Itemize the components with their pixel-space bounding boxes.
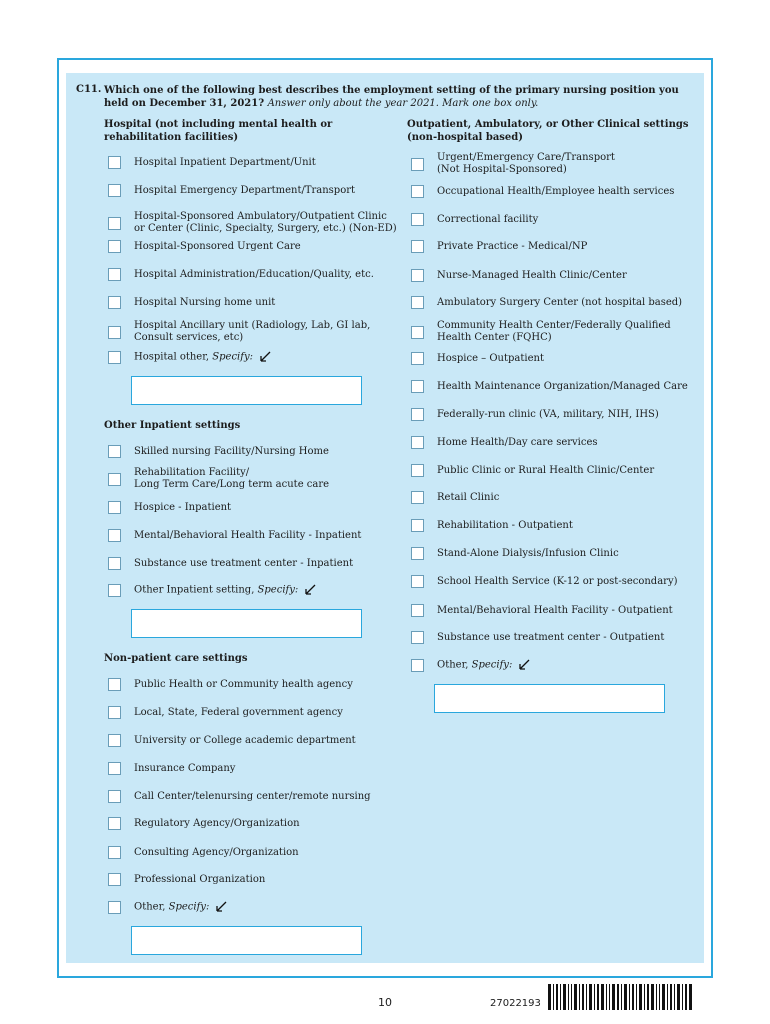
outpatient-option-label: Community Health Center/Federally Qualified Health Center (FQHC) xyxy=(437,320,671,343)
nonpatient-option-label: University or College academic department xyxy=(134,734,356,746)
checkbox[interactable] xyxy=(108,473,121,486)
hospital-option-label: Hospital-Sponsored Urgent Care xyxy=(134,240,301,252)
outpatient-option-label: Retail Clinic xyxy=(437,491,500,503)
nonpatient-option-label: Consulting Agency/Organization xyxy=(134,846,299,858)
checkbox[interactable] xyxy=(108,326,121,339)
checkbox[interactable] xyxy=(411,491,424,504)
outpatient-option-4[interactable] xyxy=(411,269,627,282)
outpatient-option-label: School Health Service (K-12 or post-secondary) xyxy=(437,575,678,587)
nonpatient-heading: Non-patient care settings xyxy=(104,653,248,664)
outpatient-option-8[interactable] xyxy=(411,380,688,393)
outpatient-option-label: Hospice – Outpatient xyxy=(437,352,544,364)
outpatient-option-label: Public Clinic or Rural Health Clinic/Center xyxy=(437,464,655,476)
pointer-arrow-icon xyxy=(518,659,530,671)
checkbox[interactable] xyxy=(108,240,121,253)
outpatient-option-other[interactable] xyxy=(411,659,530,672)
hospital-option-label: Hospital Nursing home unit xyxy=(134,296,276,308)
nonpatient-option-label: Local, State, Federal government agency xyxy=(134,706,343,718)
inpatient-option-1[interactable] xyxy=(108,467,329,491)
checkbox[interactable] xyxy=(108,156,121,169)
nonpatient-option-label: Call Center/telenursing center/remote nursing xyxy=(134,790,371,802)
nonpatient-option-label: Insurance Company xyxy=(134,762,236,774)
checkbox[interactable] xyxy=(411,158,424,171)
hospital-option-label: Hospital Inpatient Department/Unit xyxy=(134,156,316,168)
checkbox[interactable] xyxy=(411,604,424,617)
nonpatient-option-label: Professional Organization xyxy=(134,873,266,885)
outpatient-option-label: Ambulatory Surgery Center (not hospital based) xyxy=(437,296,683,308)
hospital-other-label: Hospital other, Specify: xyxy=(134,351,271,364)
hospital-other-specify-field[interactable] xyxy=(131,376,362,405)
checkbox[interactable] xyxy=(411,519,424,532)
checkbox[interactable] xyxy=(108,557,121,570)
outpatient-option-label: Private Practice - Medical/NP xyxy=(437,240,588,252)
checkbox[interactable] xyxy=(108,351,121,364)
hospital-option-5[interactable] xyxy=(108,296,275,309)
outpatient-option-label: Urgent/Emergency Care/Transport (Not Hospital-Sponsored) xyxy=(437,152,615,175)
checkbox[interactable] xyxy=(411,269,424,282)
checkbox[interactable] xyxy=(108,901,121,914)
checkbox[interactable] xyxy=(108,790,121,803)
inpatient-other-label: Other Inpatient setting, Specify: xyxy=(134,584,316,597)
page-number: 10 xyxy=(378,996,392,1009)
nonpatient-option-other[interactable] xyxy=(108,901,227,914)
checkbox[interactable] xyxy=(411,296,424,309)
hospital-option-label: Hospital Administration/Education/Quality, etc. xyxy=(134,268,374,280)
hospital-option-label: Hospital-Sponsored Ambulatory/Outpatient Clinic or Center (Clinic, Specialty, Surgery, etc.) (Non-ED) xyxy=(134,211,397,234)
checkbox[interactable] xyxy=(108,846,121,859)
pointer-arrow-icon xyxy=(304,584,316,596)
checkbox[interactable] xyxy=(108,706,121,719)
hospital-option-2[interactable] xyxy=(108,211,397,235)
nonpatient-option-label: Public Health or Community health agency xyxy=(134,678,353,690)
checkbox[interactable] xyxy=(108,296,121,309)
checkbox[interactable] xyxy=(411,631,424,644)
inpatient-option-2[interactable] xyxy=(108,501,231,514)
inpatient-option-label: Substance use treatment center - Inpatient xyxy=(134,557,354,569)
checkbox[interactable] xyxy=(108,529,121,542)
outpatient-option-12[interactable] xyxy=(411,491,499,504)
hospital-option-0[interactable] xyxy=(108,156,316,169)
pointer-arrow-icon xyxy=(259,351,271,363)
checkbox[interactable] xyxy=(108,734,121,747)
checkbox[interactable] xyxy=(411,185,424,198)
outpatient-option-10[interactable] xyxy=(411,436,598,449)
checkbox[interactable] xyxy=(108,268,121,281)
checkbox[interactable] xyxy=(411,408,424,421)
outpatient-option-label: Occupational Health/Employee health services xyxy=(437,185,675,197)
nonpatient-option-0[interactable] xyxy=(108,678,353,691)
question-instruction: Answer only about the year 2021. Mark one box only. xyxy=(267,98,539,109)
nonpatient-option-5[interactable] xyxy=(108,817,300,830)
checkbox[interactable] xyxy=(108,762,121,775)
checkbox[interactable] xyxy=(108,817,121,830)
checkbox[interactable] xyxy=(108,584,121,597)
checkbox[interactable] xyxy=(108,217,121,230)
outpatient-option-14[interactable] xyxy=(411,547,619,560)
inpatient-option-label: Mental/Behavioral Health Facility - Inpatient xyxy=(134,529,362,541)
barcode xyxy=(548,984,692,1010)
nonpatient-option-3[interactable] xyxy=(108,762,235,775)
outpatient-option-label: Rehabilitation - Outpatient xyxy=(437,519,573,531)
outpatient-heading: Outpatient, Ambulatory, or Other Clinical settings (non-hospital based) xyxy=(407,119,689,143)
outpatient-option-2[interactable] xyxy=(411,213,538,226)
checkbox[interactable] xyxy=(411,380,424,393)
hospital-heading: Hospital (not including mental health or rehabilitation facilities) xyxy=(104,119,333,143)
outpatient-option-label: Home Health/Day care services xyxy=(437,436,598,448)
nonpatient-option-6[interactable] xyxy=(108,846,299,859)
checkbox[interactable] xyxy=(411,213,424,226)
outpatient-option-label: Stand-Alone Dialysis/Infusion Clinic xyxy=(437,547,619,559)
inpatient-option-label: Skilled nursing Facility/Nursing Home xyxy=(134,445,329,457)
checkbox[interactable] xyxy=(411,575,424,588)
outpatient-option-17[interactable] xyxy=(411,631,664,644)
hospital-option-4[interactable] xyxy=(108,268,374,281)
inpatient-other-specify-field[interactable] xyxy=(131,609,362,638)
outpatient-option-label: Correctional facility xyxy=(437,213,539,225)
hospital-option-label: Hospital Ancillary unit (Radiology, Lab, GI lab, Consult services, etc) xyxy=(134,320,371,343)
checkbox[interactable] xyxy=(411,326,424,339)
nonpatient-option-2[interactable] xyxy=(108,734,356,747)
nonpatient-option-label: Regulatory Agency/Organization xyxy=(134,817,300,829)
outpatient-option-15[interactable] xyxy=(411,575,678,588)
outpatient-option-label: Substance use treatment center - Outpatient xyxy=(437,631,665,643)
outpatient-option-0[interactable] xyxy=(411,152,615,176)
inpatient-heading: Other Inpatient settings xyxy=(104,420,241,431)
hospital-option-label: Hospital Emergency Department/Transport xyxy=(134,184,356,196)
outpatient-option-label: Health Maintenance Organization/Managed Care xyxy=(437,380,688,392)
hospital-option-6[interactable] xyxy=(108,320,370,344)
checkbox[interactable] xyxy=(411,352,424,365)
outpatient-option-13[interactable] xyxy=(411,519,573,532)
hospital-option-other[interactable] xyxy=(108,351,271,364)
outpatient-option-label: Mental/Behavioral Health Facility - Outpatient xyxy=(437,604,673,616)
nonpatient-option-7[interactable] xyxy=(108,873,265,886)
hospital-option-1[interactable] xyxy=(108,184,355,197)
inpatient-option-0[interactable] xyxy=(108,445,329,458)
checkbox[interactable] xyxy=(411,547,424,560)
outpatient-option-6[interactable] xyxy=(411,320,671,344)
checkbox[interactable] xyxy=(108,678,121,691)
outpatient-option-16[interactable] xyxy=(411,604,673,617)
checkbox[interactable] xyxy=(411,436,424,449)
outpatient-other-label: Other, Specify: xyxy=(437,659,530,672)
inpatient-option-4[interactable] xyxy=(108,557,353,570)
checkbox[interactable] xyxy=(411,464,424,477)
checkbox[interactable] xyxy=(108,184,121,197)
inpatient-option-other[interactable] xyxy=(108,584,316,597)
outpatient-option-label: Nurse-Managed Health Clinic/Center xyxy=(437,269,627,281)
question-text: Which one of the following best describes the employment setting of the primary nursing position you held on December 31, 2021? Answer only about the year 2021. Mark one box only. xyxy=(104,85,679,109)
outpatient-option-3[interactable] xyxy=(411,240,587,253)
question-number: C11. xyxy=(76,84,102,95)
nonpatient-other-specify-field[interactable] xyxy=(131,926,362,955)
pointer-arrow-icon xyxy=(215,901,227,913)
form-id: 27022193 xyxy=(490,998,541,1009)
outpatient-option-label: Federally-run clinic (VA, military, NIH, IHS) xyxy=(437,408,659,420)
inpatient-option-label: Hospice - Inpatient xyxy=(134,501,232,513)
checkbox[interactable] xyxy=(108,501,121,514)
hospital-option-3[interactable] xyxy=(108,240,301,253)
inpatient-option-label: Rehabilitation Facility/ Long Term Care/Long term acute care xyxy=(134,467,330,490)
nonpatient-option-4[interactable] xyxy=(108,790,371,803)
checkbox[interactable] xyxy=(108,873,121,886)
checkbox[interactable] xyxy=(411,240,424,253)
checkbox[interactable] xyxy=(108,445,121,458)
outpatient-option-5[interactable] xyxy=(411,296,682,309)
outpatient-option-1[interactable] xyxy=(411,185,674,198)
nonpatient-other-label: Other, Specify: xyxy=(134,901,227,914)
inpatient-option-3[interactable] xyxy=(108,529,361,542)
outpatient-option-7[interactable] xyxy=(411,352,544,365)
nonpatient-option-1[interactable] xyxy=(108,706,343,719)
checkbox[interactable] xyxy=(411,659,424,672)
outpatient-option-9[interactable] xyxy=(411,408,659,421)
outpatient-option-11[interactable] xyxy=(411,464,654,477)
outpatient-other-specify-field[interactable] xyxy=(434,684,665,713)
